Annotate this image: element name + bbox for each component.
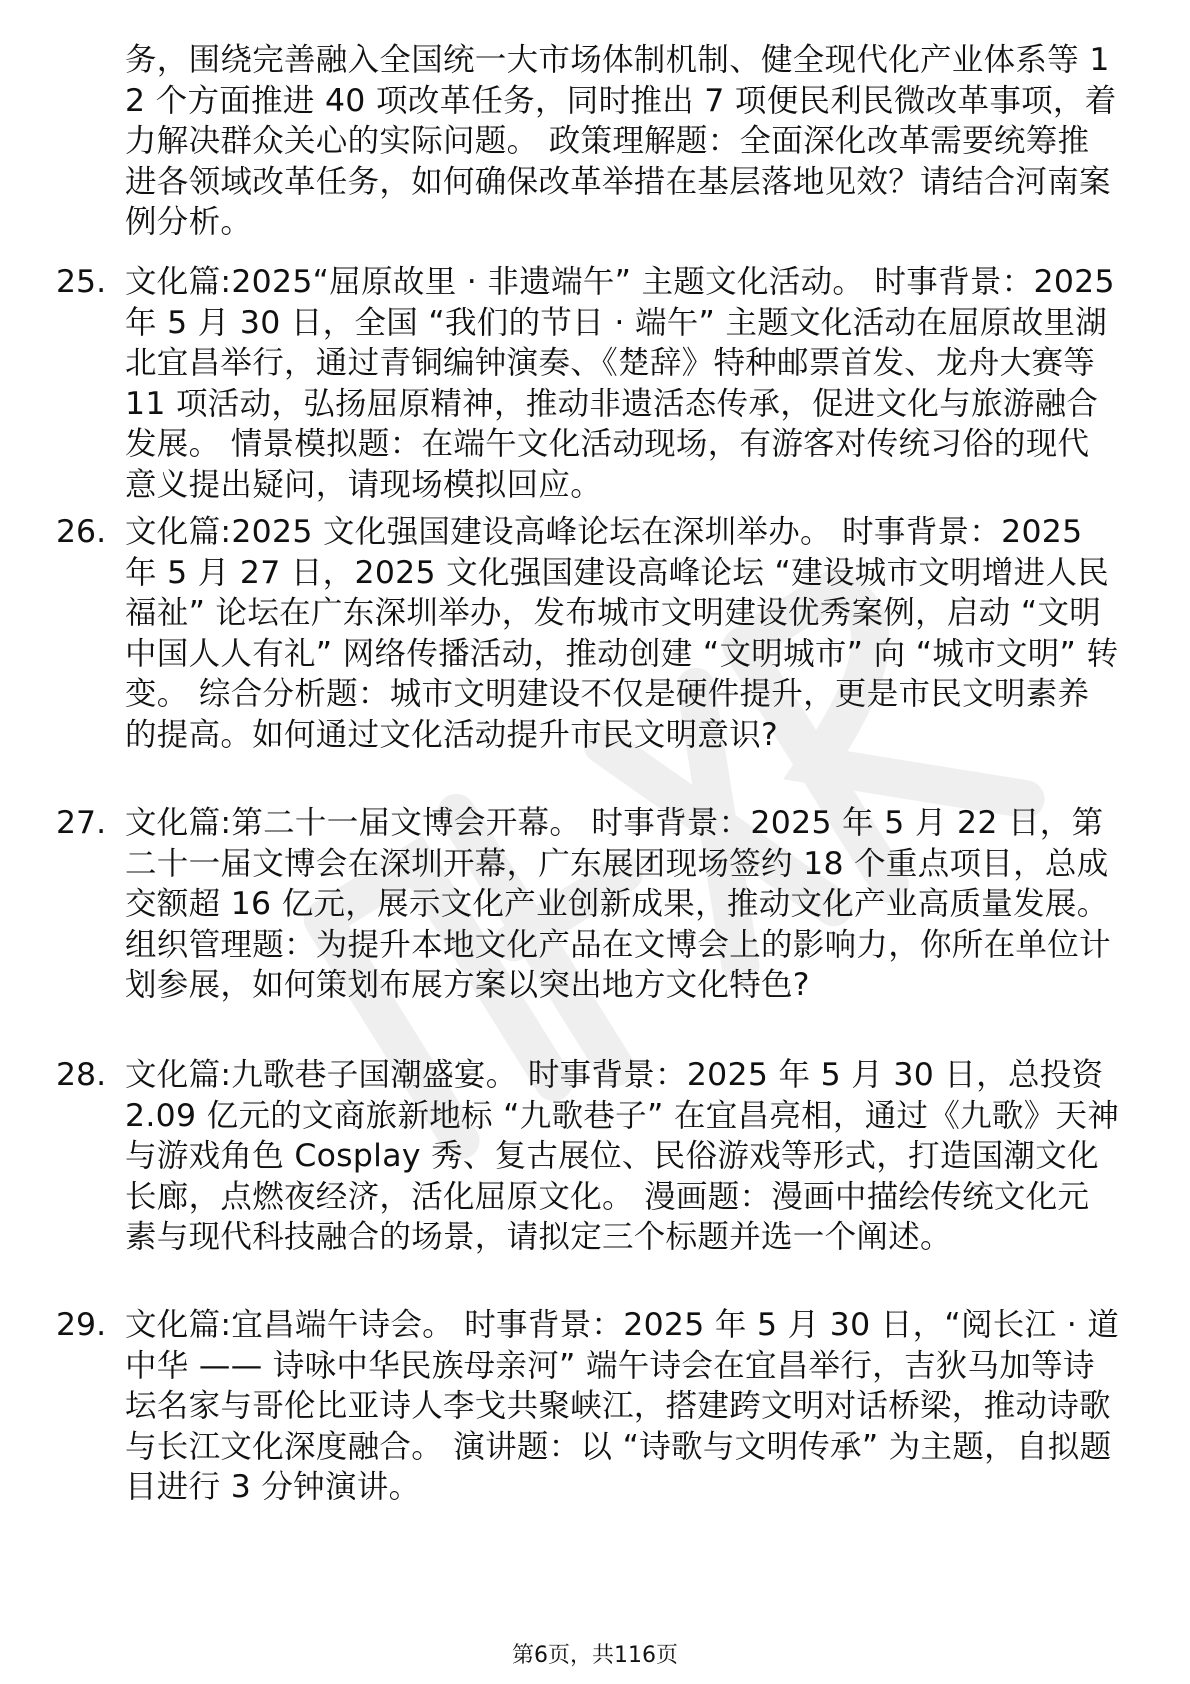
item-text: 文化篇:第二十一届文博会开幕。 时事背景：2025 年 5 月 22 日，第二十一届文博会在深圳开幕，广东展团现场签约 18 个重点项目，总成交额超 16 亿元，展示文化产业创新成果，推动文化产业高质量发展。 组织管理题：为提升本地文化产品在文博会上的影响力，你所在单位计划参展，如何策划布展方案以突出地方文化特色?	[125, 805, 1111, 1003]
item-text: 文化篇:宜昌端午诗会。 时事背景：2025 年 5 月 30 日，“阅长江 · 道中华 —— 诗咏中华民族母亲河” 端午诗会在宜昌举行，吉狄马加等诗坛名家与哥伦比亚诗人李戈共聚峡江，搭建跨文明对话桥梁，推动诗歌与长江文化深度融合。 演讲题：以 “诗歌与文明传承” 为主题，自拟题目进行 3 分钟演讲。	[125, 1307, 1120, 1505]
page-number-footer: 第6页，共116页	[512, 1643, 678, 1668]
item-number: 26.	[56, 514, 107, 550]
item-number: 25.	[56, 264, 107, 300]
item-text: 文化篇:2025“屈原故里 · 非遗端午” 主题文化活动。 时事背景：2025 年 5 月 30 日，全国 “我们的节日 · 端午” 主题文化活动在屈原故里湖北宜昌举行，通过青铜编钟演奏、《楚辞》特种邮票首发、龙舟大赛等 11 项活动，弘扬屈原精神，推动非遗活态传承，促进文化与旅游融合发展。 情景模拟题：在端午文化活动现场，有游客对传统习俗的现代意义提出疑问，请现场模拟回应。	[125, 264, 1115, 503]
item-number: 29.	[56, 1307, 107, 1343]
item-text: 文化篇:九歌巷子国潮盛宴。 时事背景：2025 年 5 月 30 日，总投资 2.09 亿元的文商旅新地标 “九歌巷子” 在宜昌亮相，通过《九歌》天神与游戏角色 Cosplay 秀、复古展位、民俗游戏等形式，打造国潮文化长廊，点燃夜经济，活化屈原文化。 漫画题：漫画中描绘传统文化元素与现代科技融合的场景，请拟定三个标题并选一个阐述。	[125, 1057, 1120, 1255]
intro-paragraph: 务，围绕完善融入全国统一大市场体制机制、健全现代化产业体系等 12 个方面推进 40 项改革任务，同时推出 7 项便民利民微改革事项，着力解决群众关心的实际问题。 政策理解题：全面深化改革需要统筹推进各领域改革任务，如何确保改革举措在基层落地见效？请结合河南案例分析。	[125, 42, 1117, 240]
item-text: 文化篇:2025 文化强国建设高峰论坛在深圳举办。 时事背景：2025 年 5 月 27 日，2025 文化强国建设高峰论坛 “建设城市文明增进人民福祉” 论坛在广东深圳举办，发布城市文明建设优秀案例，启动 “文明中国人人有礼” 网络传播活动，推动创建 “文明城市” 向 “城市文明” 转变。 综合分析题：城市文明建设不仅是硬件提升，更是市民文明素养的提高。如何通过文化活动提升市民文明意识?	[125, 514, 1119, 753]
item-number: 27.	[56, 805, 107, 841]
item-number: 28.	[56, 1057, 107, 1093]
